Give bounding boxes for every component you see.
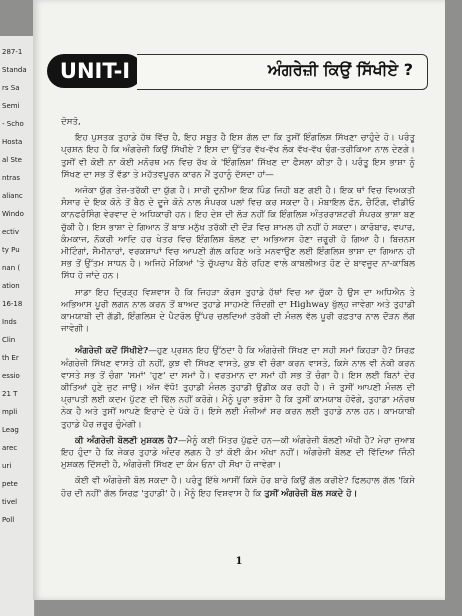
margin-fragment: Leag <box>2 426 19 434</box>
closing-text: ਕੋਈ ਵੀ ਅੰਗਰੇਜ਼ੀ ਬੋਲ ਸਕਦਾ ਹੈ। ਪਰੰਤੂ ਇੱਥੇ ਆਸੀਂ ਕਿਸੇ ਹੋਰ ਬਾਰੇ ਕਿਉਂ ਗੱਲ ਕਰੀਏ? ਫਿਲਹਾਲ ਗੱਲ 'ਕਿਸੇ ਹੋਰ ਦੀ ਨਹੀਂ' ਗੱਲ ਸਿਰਫ਼ 'ਤੁਹਾਡੀ' ਹੈ। ਮੈਨੂੰ ਇਹ ਵਿਸ਼ਵਾਸ ਹੈ ਕਿ <box>61 476 415 499</box>
margin-fragment: 287-1 <box>2 48 23 56</box>
margin-fragment: essio <box>2 372 20 380</box>
closing-bold-text: ਤੁਸੀਂ ਅੰਗਰੇਜ਼ੀ ਬੋਲ ਸਕਦੇ ਹੋ। <box>264 488 358 499</box>
adjacent-page-edge <box>0 36 35 616</box>
unit-badge: UNIT-I <box>47 54 143 88</box>
question-when <box>61 345 415 430</box>
question-when-label: ਅੰਗਰੇਜ਼ੀ ਕਦੋਂ ਸਿੱਖੀਏ? <box>75 346 149 357</box>
margin-fragment: - Scho <box>2 120 24 128</box>
margin-fragment: Hosta <box>2 138 23 146</box>
paragraph: ਇਹ ਪੁਸਤਕ ਤੁਹਾਡੇ ਹੱਥ ਵਿੱਚ ਹੈ, ਇਹ ਸਬੂਤ ਹੈ ਇਸ ਗੱਲ ਦਾ ਕਿ ਤੁਸੀਂ ਇੰਗਲਿਸ਼ ਸਿੱਖਣਾ ਚਾਹੁੰਦੇ ਹੋ। ਪਰੰਤੂ ਪ੍ਰਸ਼ਨ ਇਹ ਹੈ ਕਿ ਅੰਗਰੇਜ਼ੀ ਕਿਉਂ ਸਿੱਖੀਏ ? ਇਸ ਦਾ ਉੱਤਰ ਵੱਖ-ਵੱਖ ਲੋਕ ਵੱਖ-ਵੱਖ ਢੰਗ-ਤਰੀਕਿਆ ਨਾਲ ਦੇਣਗੇ। ਤੁਸੀਂ ਵੀ ਕੋਈ ਨਾ ਕੋਈ ਮਨੋਰਥ ਮਨ ਵਿਚ ਰੱਖ ਕੇ 'ਇੰਗਲਿਸ਼' ਸਿੱਖਣ ਦਾ ਫੈਸਲਾ ਕੀਤਾ ਹੈ। ਪਰੰਤੂ ਇਸ ਭਾਸ਼ਾ ਨੂੰ ਸਿੱਖਣ ਦਾ ਸਭ ਤੋਂ ਵੱਡਾ ਤੇ ਮਹੱਤਵਪੂਰਨ ਕਾਰਨ ਮੈਂ ਤੁਹਾਨੂੰ ਦੱਸਦਾ ਹਾਂ— <box>61 133 415 180</box>
margin-fragment: alianc <box>2 192 23 200</box>
question-difficulty <box>61 435 415 472</box>
margin-fragment: 21 T <box>2 390 18 398</box>
margin-fragment: Clin <box>2 336 16 344</box>
title-box <box>137 54 428 90</box>
margin-fragment: ation <box>2 282 20 290</box>
margin-fragment: Semi <box>2 102 20 110</box>
salutation: ਦੋਸਤੋ, <box>61 117 81 127</box>
margin-fragment: nan ( <box>2 264 21 272</box>
book-page <box>33 0 445 600</box>
margin-fragment: ty Pu <box>2 246 20 254</box>
margin-fragment: 16-18 <box>2 300 23 308</box>
margin-fragment: Standa <box>2 66 27 74</box>
margin-fragment: Windo <box>2 210 24 218</box>
margin-fragment: pete <box>2 480 18 488</box>
margin-fragment: Poll <box>2 516 15 524</box>
margin-fragment: th Er <box>2 354 19 362</box>
unit-header <box>39 50 435 92</box>
margin-fragment: Inds <box>2 318 17 326</box>
question-difficulty-label: ਕੀ ਅੰਗਰੇਜ਼ੀ ਬੋਲਣੀ ਮੁਸ਼ਕਲ ਹੈ? <box>75 435 178 446</box>
margin-fragment: rs Sa <box>2 84 20 92</box>
question-difficulty-text: —ਮੈਨੂੰ ਕਈ ਮਿੱਤਰ ਪੁੱਛਦੇ ਹਨ—ਕੀ ਅੰਗਰੇਜ਼ੀ ਬੋਲਣੀ ਔਖੀ ਹੈ? ਮੇਰਾ ਜੁਆਬ ਇਹ ਹੁੰਦਾ ਹੈ ਕਿ ਜੇਕਰ ਤੁਹਾਡੇ ਅੰਦਰ ਲਗਨ ਹੈ ਤਾਂ ਕੋਈ ਕੰਮ ਔਖਾ ਨਹੀਂ। ਅੰਗਰੇਜ਼ੀ ਬੋਲਣ ਦੀ ਵਿੱਦਿਆ ਜਿੰਨੀ ਮੁਸ਼ਕਲ ਦਿੱਸਦੀ ਹੈ, ਅੰਗਰੇਜ਼ੀ ਸਿੱਖਣ ਦਾ ਕੰਮ ਓਨਾ ਹੀ ਸੌਖਾ ਹੋ ਜਾਵੇਗਾ। <box>61 435 415 471</box>
margin-fragment: arec <box>2 444 18 452</box>
paragraph: ਅਜੋਕਾ ਯੁੱਗ ਤੇਜ਼-ਤਰੱਕੀ ਦਾ ਯੁੱਗ ਹੈ। ਸਾਰੀ ਦੁਨੀਆ ਇਕ ਪਿੰਡ ਜਿਹੀ ਬਣ ਗਈ ਹੈ। ਇਕ ਥਾਂ ਵਿਚ ਵਿਅਕਤੀ ਸੰਸਾਰ ਦੇ ਇਕ ਕੋਨੇ ਤੋਂ ਬੈਠ ਦੇ ਦੂਜੇ ਕੋਨੇ ਨਾਲ ਸੰਪਰਕ ਪਲਾਂ ਵਿਚ ਕਰ ਸਕਦਾ ਹੈ। ਮੋਬਾਇਲ ਫੋਨ, ਚੈਟਿੰਗ, ਵੀਡੀਓ ਕਾਨਫਰੰਸਿੰਗ ਵੇਰਵਾਦ ਦੇ ਅਧਿਕਾਰੀ ਹਨ। ਇਹ ਦੇਸ਼ ਦੀ ਲੋੜ ਨਹੀਂ ਕਿ ਇੰਗਲਿਸ਼ ਅੰਤਰਰਾਸ਼ਟਰੀ ਸੰਪਰਕ ਭਾਸ਼ਾ ਬਣ ਚੁੱਕੀ ਹੈ। ਇਸ ਭਾਸ਼ਾ ਦੇ ਗਿਆਨ ਤੋਂ ਬਾਝ ਮਨੁੱਖ ਤਰੱਕੀ ਦੀ ਦੌੜ ਵਿਚ ਸ਼ਾਮਲ ਹੀ ਨਹੀਂ ਹੋ ਸਕਦਾ। ਕਾਰੋਬਾਰ, ਵਪਾਰ, ਕੰਮਕਾਜ, ਨੌਕਰੀ ਆਦਿ ਹਰ ਖੇਤਰ ਵਿਚ ਇੰਗਲਿਸ਼ ਬੋਲਣ ਦਾ ਅਭਿਆਸ ਹੋਣਾ ਜ਼ਰੂਰੀ ਹੋ ਗਿਆ ਹੈ। ਬਿਜ਼ਨਸ ਮੀਟਿੰਗਾਂ, ਸੈਮੀਨਾਰਾਂ, ਵਰਕਸ਼ਾਪਾਂ ਵਿਚ ਆਪਣੀ ਗੱਲ ਕਹਿਣ ਅਤੇ ਮਨਵਾਉਣ ਲਈ ਇੰਗਲਿਸ਼ ਭਾਸ਼ਾ ਦਾ ਗਿਆਨ ਹੀ ਸਭ ਤੋਂ ਉੱਤਮ ਸਾਧਨ ਹੈ। ਅਜਿਹੇ ਮੌਕਿਆਂ 'ਤੇ ਚੁੱਪਚਾਪ ਬੈਠੇ ਰਹਿਣ ਵਾਲੇ ਕਾਬਲੀਅਤ ਹੋਣ ਦੇ ਬਾਵਜੂਦ ਨਾ-ਕਾਬਿਲ ਸਿੱਧ ਹੋ ਜਾਂਦੇ ਹਨ। <box>61 186 415 282</box>
margin-fragment: ntras <box>2 174 20 182</box>
question-when-text: —ਹੁਣ ਪ੍ਰਸ਼ਨ ਇਹ ਉੱਠਦਾ ਹੈ ਕਿ ਅੰਗਰੇਜ਼ੀ ਸਿੱਖਣ ਦਾ ਸਹੀ ਸਮਾਂ ਕਿਹੜਾ ਹੈ? ਸਿਰਫ਼ ਅੰਗਰੇਜ਼ੀ ਸਿੱਖਣ ਵਾਸਤੇ ਹੀ ਨਹੀਂ, ਕੁਝ ਵੀ ਸਿੱਖਣ ਵਾਸਤੇ, ਕੁਝ ਵੀ ਚੰਗਾ ਕਰਨ ਵਾਸਤੇ, ਕਿਸੇ ਨਾਲ ਵੀ ਨੇਕੀ ਕਰਨ ਵਾਸਤੇ ਸਭ ਤੋਂ ਚੰਗਾ 'ਸਮਾਂ' 'ਹੁਣ' ਦਾ ਸਮਾਂ ਹੈ। ਵਰਤਮਾਨ ਦਾ ਸਮਾਂ ਹੀ ਸਭ ਤੋਂ ਚੰਗਾ ਹੈ। ਇਸ ਲਈ ਬਿਨਾਂ ਦੇਰ ਕੀਤਿਆਂ ਹੁਣੇ ਜੁਟ ਜਾਉ। ਅੱਜ ਵੱਧੋ! ਤੁਹਾਡੀ ਮੰਜ਼ਲ ਤੁਹਾਡੀ ਉਡੀਕ ਕਰ ਰਹੀ ਹੈ। ਜੋ ਤੁਸੀਂ ਆਪਣੀ ਮੰਜ਼ਲ ਦੀ ਪ੍ਰਾਪਤੀ ਲਈ ਕਦਮ ਪੁੱਟਣ ਦੀ ਢਿੱਲ ਨਹੀਂ ਕਰੋਗੇ। ਮੈਨੂੰ ਪੂਰਾ ਭਰੋਸਾ ਹੈ ਕਿ ਤੁਸੀਂ ਕਾਮਯਾਬ ਹੋਵੋਗੇ, ਤੁਹਾਡਾ ਮਨੋਰਥ ਨੇਕ ਹੈ ਅਤੇ ਤੁਸੀਂ ਆਪਣੇ ਇਰਾਦੇ ਦੇ ਪੱਕੇ ਹੋ। ਇਸੇ ਲਈ ਮੰਜ਼ੀਆਂ ਸਰ ਕਰਨ ਲਈ ਤੁਹਾਡੇ ਨਾਲ ਹਨ। ਕਾਮਯਾਬੀ ਤੁਹਾਡੇ ਪੈਰ ਜ਼ਰੂਰ ਚੁੰਮੇਗੀ। <box>61 346 415 430</box>
margin-fragment: al Ste <box>2 156 22 164</box>
body-text <box>61 116 415 504</box>
closing-paragraph <box>61 475 415 499</box>
page-number: 1 <box>235 556 243 567</box>
margin-fragment: uri <box>2 462 12 470</box>
margin-fragment: tivel <box>2 498 18 506</box>
margin-fragment: ectiv <box>2 228 19 236</box>
page-title: ਅੰਗਰੇਜ਼ੀ ਕਿਉਂ ਸਿੱਖੀਏ ? <box>267 60 413 79</box>
margin-fragment: mpli <box>2 408 18 416</box>
paragraph: ਸਾਡਾ ਇਹ ਦ੍ਰਿੜ੍ਹ ਵਿਸ਼ਵਾਸ ਹੈ ਕਿ ਜਿਹੜਾ ਕੋਰਸ ਤੁਹਾਡੇ ਹੱਥਾਂ ਵਿਚ ਆ ਚੁੱਕਾ ਹੈ ਉਸ ਦਾ ਅਧਿਐਨ ਤੇ ਅਭਿਆਸ ਪੂਰੀ ਲਗਨ ਨਾਲ ਕਰਨ ਤੋਂ ਬਾਅਦ ਤੁਹਾਡੇ ਸਾਹਮਣੇ ਜ਼ਿੰਦਗੀ ਦਾ Highway ਖੁੱਲ੍ਹ ਜਾਵੇਗਾ ਅਤੇ ਤੁਹਾਡੀ ਕਾਮਯਾਬੀ ਦੀ ਗੱਡੀ, ਇੰਗਲਿਸ਼ ਦੇ ਪੈਟਰੋਲ ਉੱਪਰ ਚਲਦਿਆਂ ਤਰੱਕੀ ਦੀ ਮੰਜ਼ਲ ਵੱਲ ਪੂਰੀ ਰਫ਼ਤਾਰ ਨਾਲ ਦੌੜਨ ਲੱਗ ਜਾਵੇਗੀ। <box>61 287 415 335</box>
